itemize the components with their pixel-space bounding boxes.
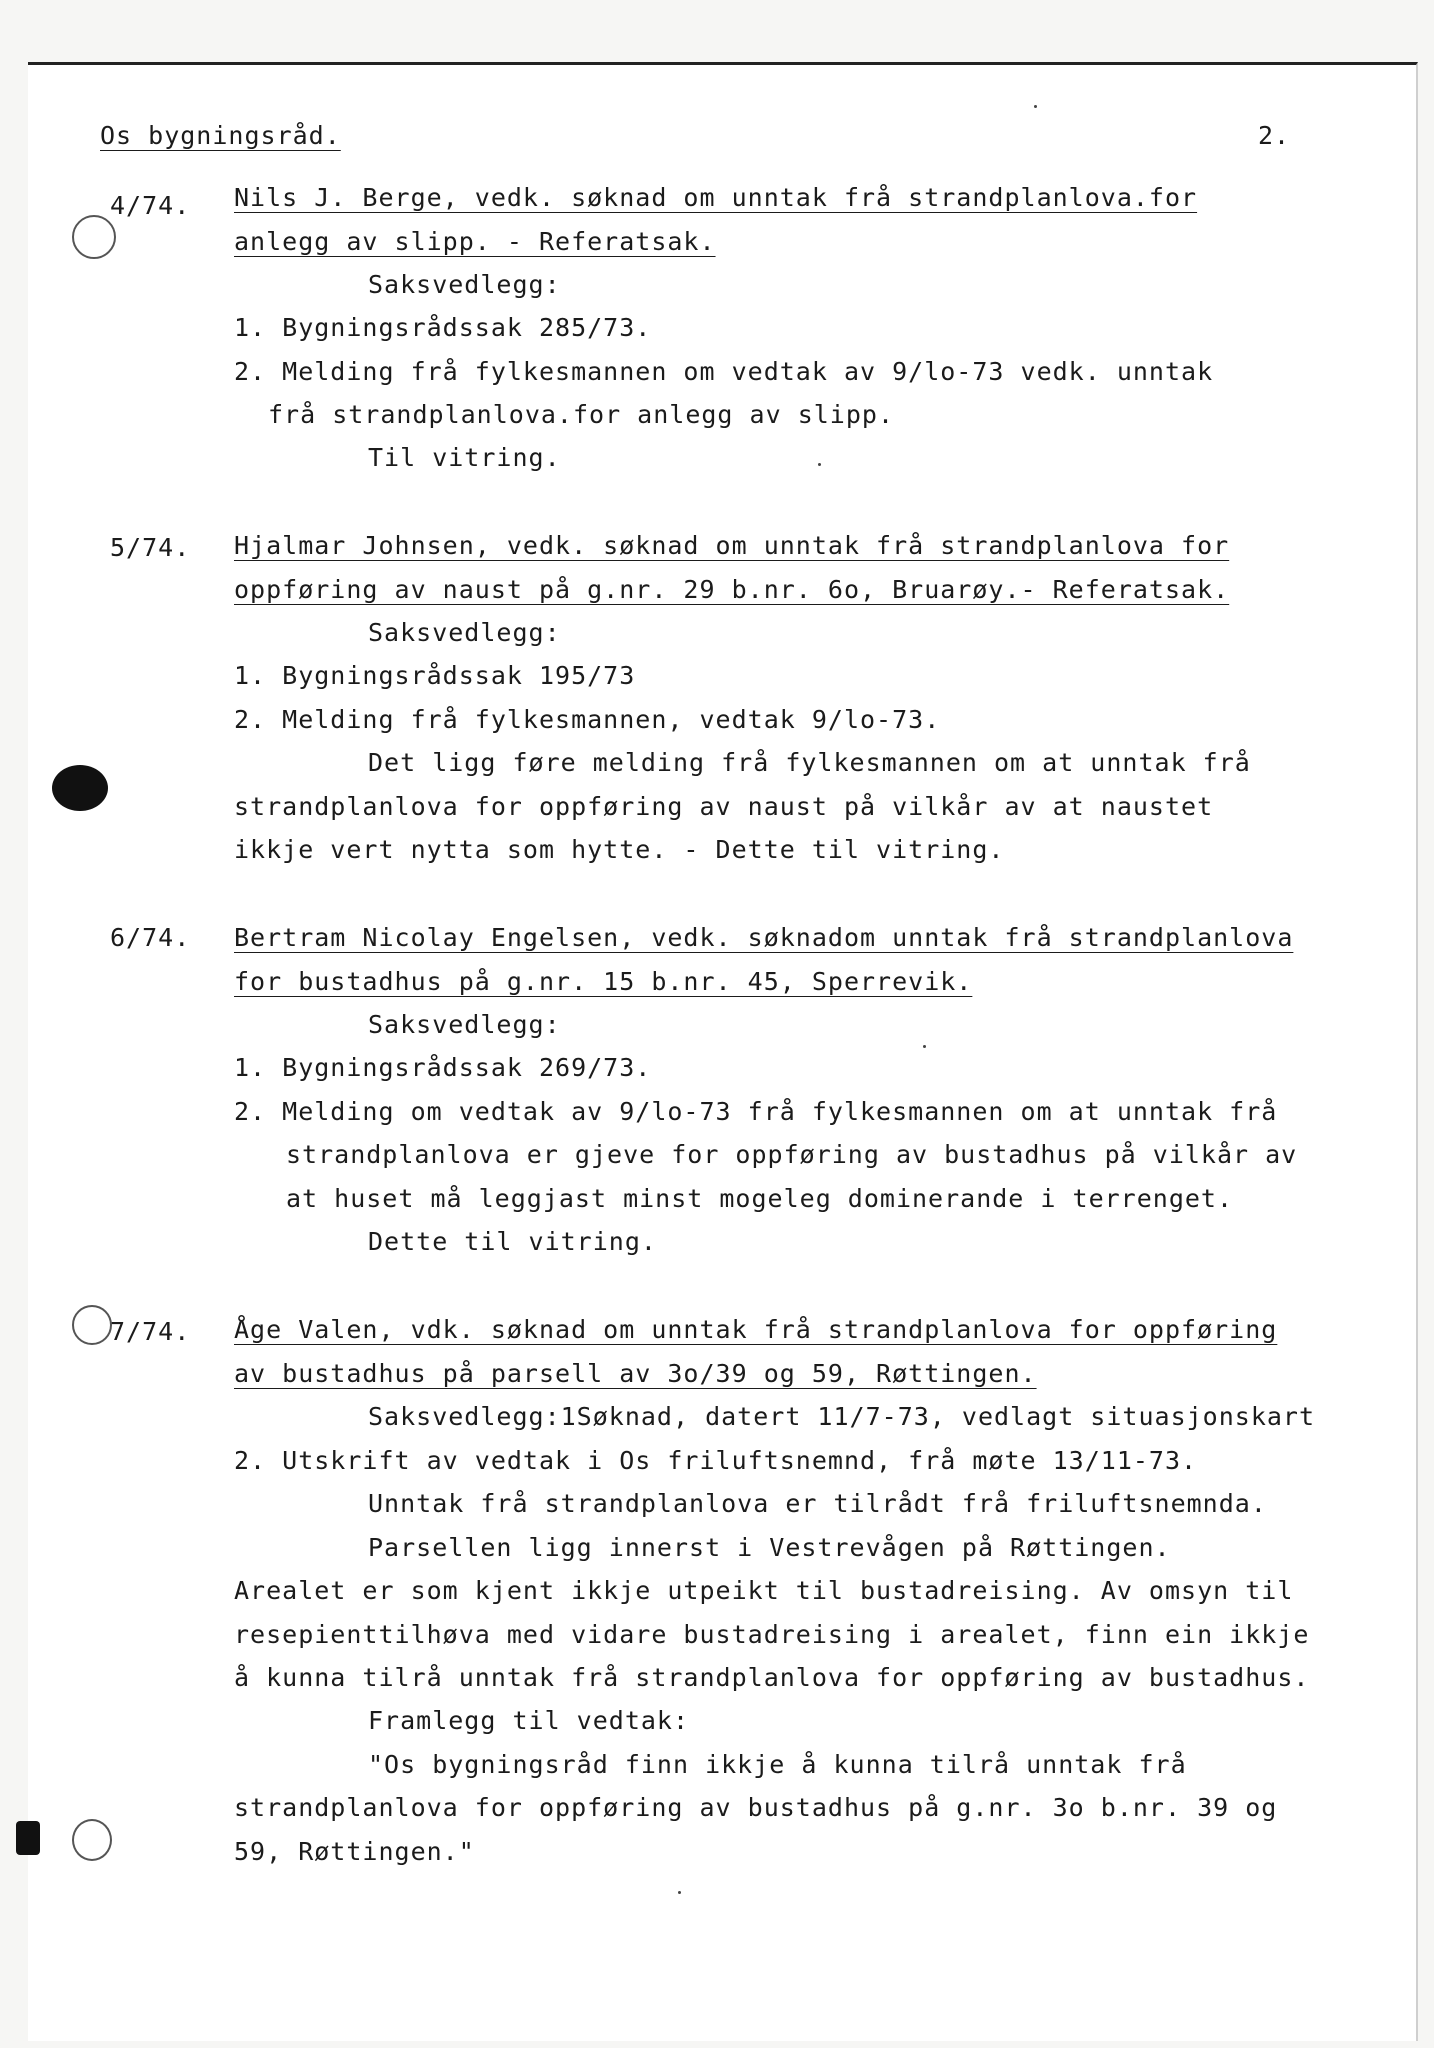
attachment-item: 2. Utskrift av vedtak i Os friluftsnemnd, frå møte 13/11-73.: [234, 1446, 1198, 1475]
case-title-line: anlegg av slipp. - Referatsak.: [234, 227, 716, 256]
attachment-item: 2. Melding om vedtak av 9/lo-73 frå fylkesmannen om at unntak frå: [234, 1097, 1278, 1126]
case-body-line: å kunna tilrå unntak frå strandplanlova for oppføring av bustadhus.: [234, 1663, 1310, 1692]
document-page: [28, 62, 1418, 2041]
speck: [818, 463, 821, 466]
case-number: 4/74.: [110, 191, 191, 220]
case-body-line: strandplanlova for oppføring av naust på vilkår av at naustet: [234, 792, 1214, 821]
speck: [1034, 105, 1037, 108]
header-title: Os bygningsråd.: [100, 121, 341, 150]
attachment-item-continuation: strandplanlova er gjeve for oppføring av bustadhus på vilkår av: [286, 1140, 1298, 1169]
case-title-line: for bustadhus på g.nr. 15 b.nr. 45, Sperrevik.: [234, 967, 973, 996]
case-body-line: Arealet er som kjent ikkje utpeikt til bustadreising. Av omsyn til: [234, 1576, 1294, 1605]
case-body-line: Parsellen ligg innerst i Vestrevågen på Røttingen.: [368, 1533, 1171, 1562]
attachment-item: 1. Bygningsrådssak 285/73.: [234, 313, 652, 342]
attachment-item: 1. Bygningsrådssak 269/73.: [234, 1053, 652, 1082]
proposal-line: 59, Røttingen.": [234, 1837, 475, 1866]
binder-hole-bottom: [72, 1819, 112, 1861]
case-number: 5/74.: [110, 533, 191, 562]
ink-blot: [52, 765, 108, 811]
case-title-line: Hjalmar Johnsen, vedk. søknad om unntak frå strandplanlova for: [234, 531, 1230, 560]
binder-hole-middle: [72, 1305, 112, 1345]
case-note: Til vitring.: [368, 443, 561, 472]
case-title-line: Nils J. Berge, vedk. søknad om unntak frå strandplanlova.for: [234, 183, 1198, 212]
attachments-heading: Saksvedlegg:: [368, 618, 561, 647]
attachments-line: Saksvedlegg:1Søknad, datert 11/7-73, vedlagt situasjonskart: [368, 1402, 1316, 1431]
speck: [923, 1045, 926, 1048]
case-note: Dette til vitring.: [368, 1227, 657, 1256]
case-number: 7/74.: [110, 1317, 191, 1346]
case-title-line: Bertram Nicolay Engelsen, vedk. søknadom unntak frå strandplanlova: [234, 923, 1294, 952]
case-number: 6/74.: [110, 923, 191, 952]
binder-hole-top: [72, 215, 116, 259]
attachment-item-continuation: frå strandplanlova.for anlegg av slipp.: [268, 400, 894, 429]
case-title-line: av bustadhus på parsell av 3o/39 og 59, Røttingen.: [234, 1359, 1037, 1388]
case-body-line: Unntak frå strandplanlova er tilrådt frå friluftsnemnda.: [368, 1489, 1267, 1518]
case-title-line: Åge Valen, vdk. søknad om unntak frå strandplanlova for oppføring: [234, 1315, 1278, 1344]
case-title-line: oppføring av naust på g.nr. 29 b.nr. 6o, Bruarøy.- Referatsak.: [234, 575, 1230, 604]
case-body-line: Det ligg føre melding frå fylkesmannen om at unntak frå: [368, 748, 1251, 777]
binder-mark-bottom: [16, 1821, 40, 1855]
speck: [678, 1891, 681, 1894]
attachment-item-continuation: at huset må leggjast minst mogeleg dominerande i terrenget.: [286, 1184, 1234, 1213]
case-body-line: resepienttilhøva med vidare bustadreising i arealet, finn ein ikkje: [234, 1620, 1310, 1649]
attachments-heading: Saksvedlegg:: [368, 270, 561, 299]
proposal-heading: Framlegg til vedtak:: [368, 1706, 690, 1735]
attachment-item: 2. Melding frå fylkesmannen, vedtak 9/lo-73.: [234, 705, 941, 734]
attachments-heading: Saksvedlegg:: [368, 1010, 561, 1039]
proposal-line: "Os bygningsråd finn ikkje å kunna tilrå unntak frå: [368, 1750, 1187, 1779]
page-number: 2.: [1258, 121, 1291, 150]
attachment-item: 1. Bygningsrådssak 195/73: [234, 661, 636, 690]
attachment-item: 2. Melding frå fylkesmannen om vedtak av 9/lo-73 vedk. unntak: [234, 357, 1214, 386]
case-body-line: ikkje vert nytta som hytte. - Dette til vitring.: [234, 835, 1005, 864]
proposal-line: strandplanlova for oppføring av bustadhus på g.nr. 3o b.nr. 39 og: [234, 1793, 1278, 1822]
